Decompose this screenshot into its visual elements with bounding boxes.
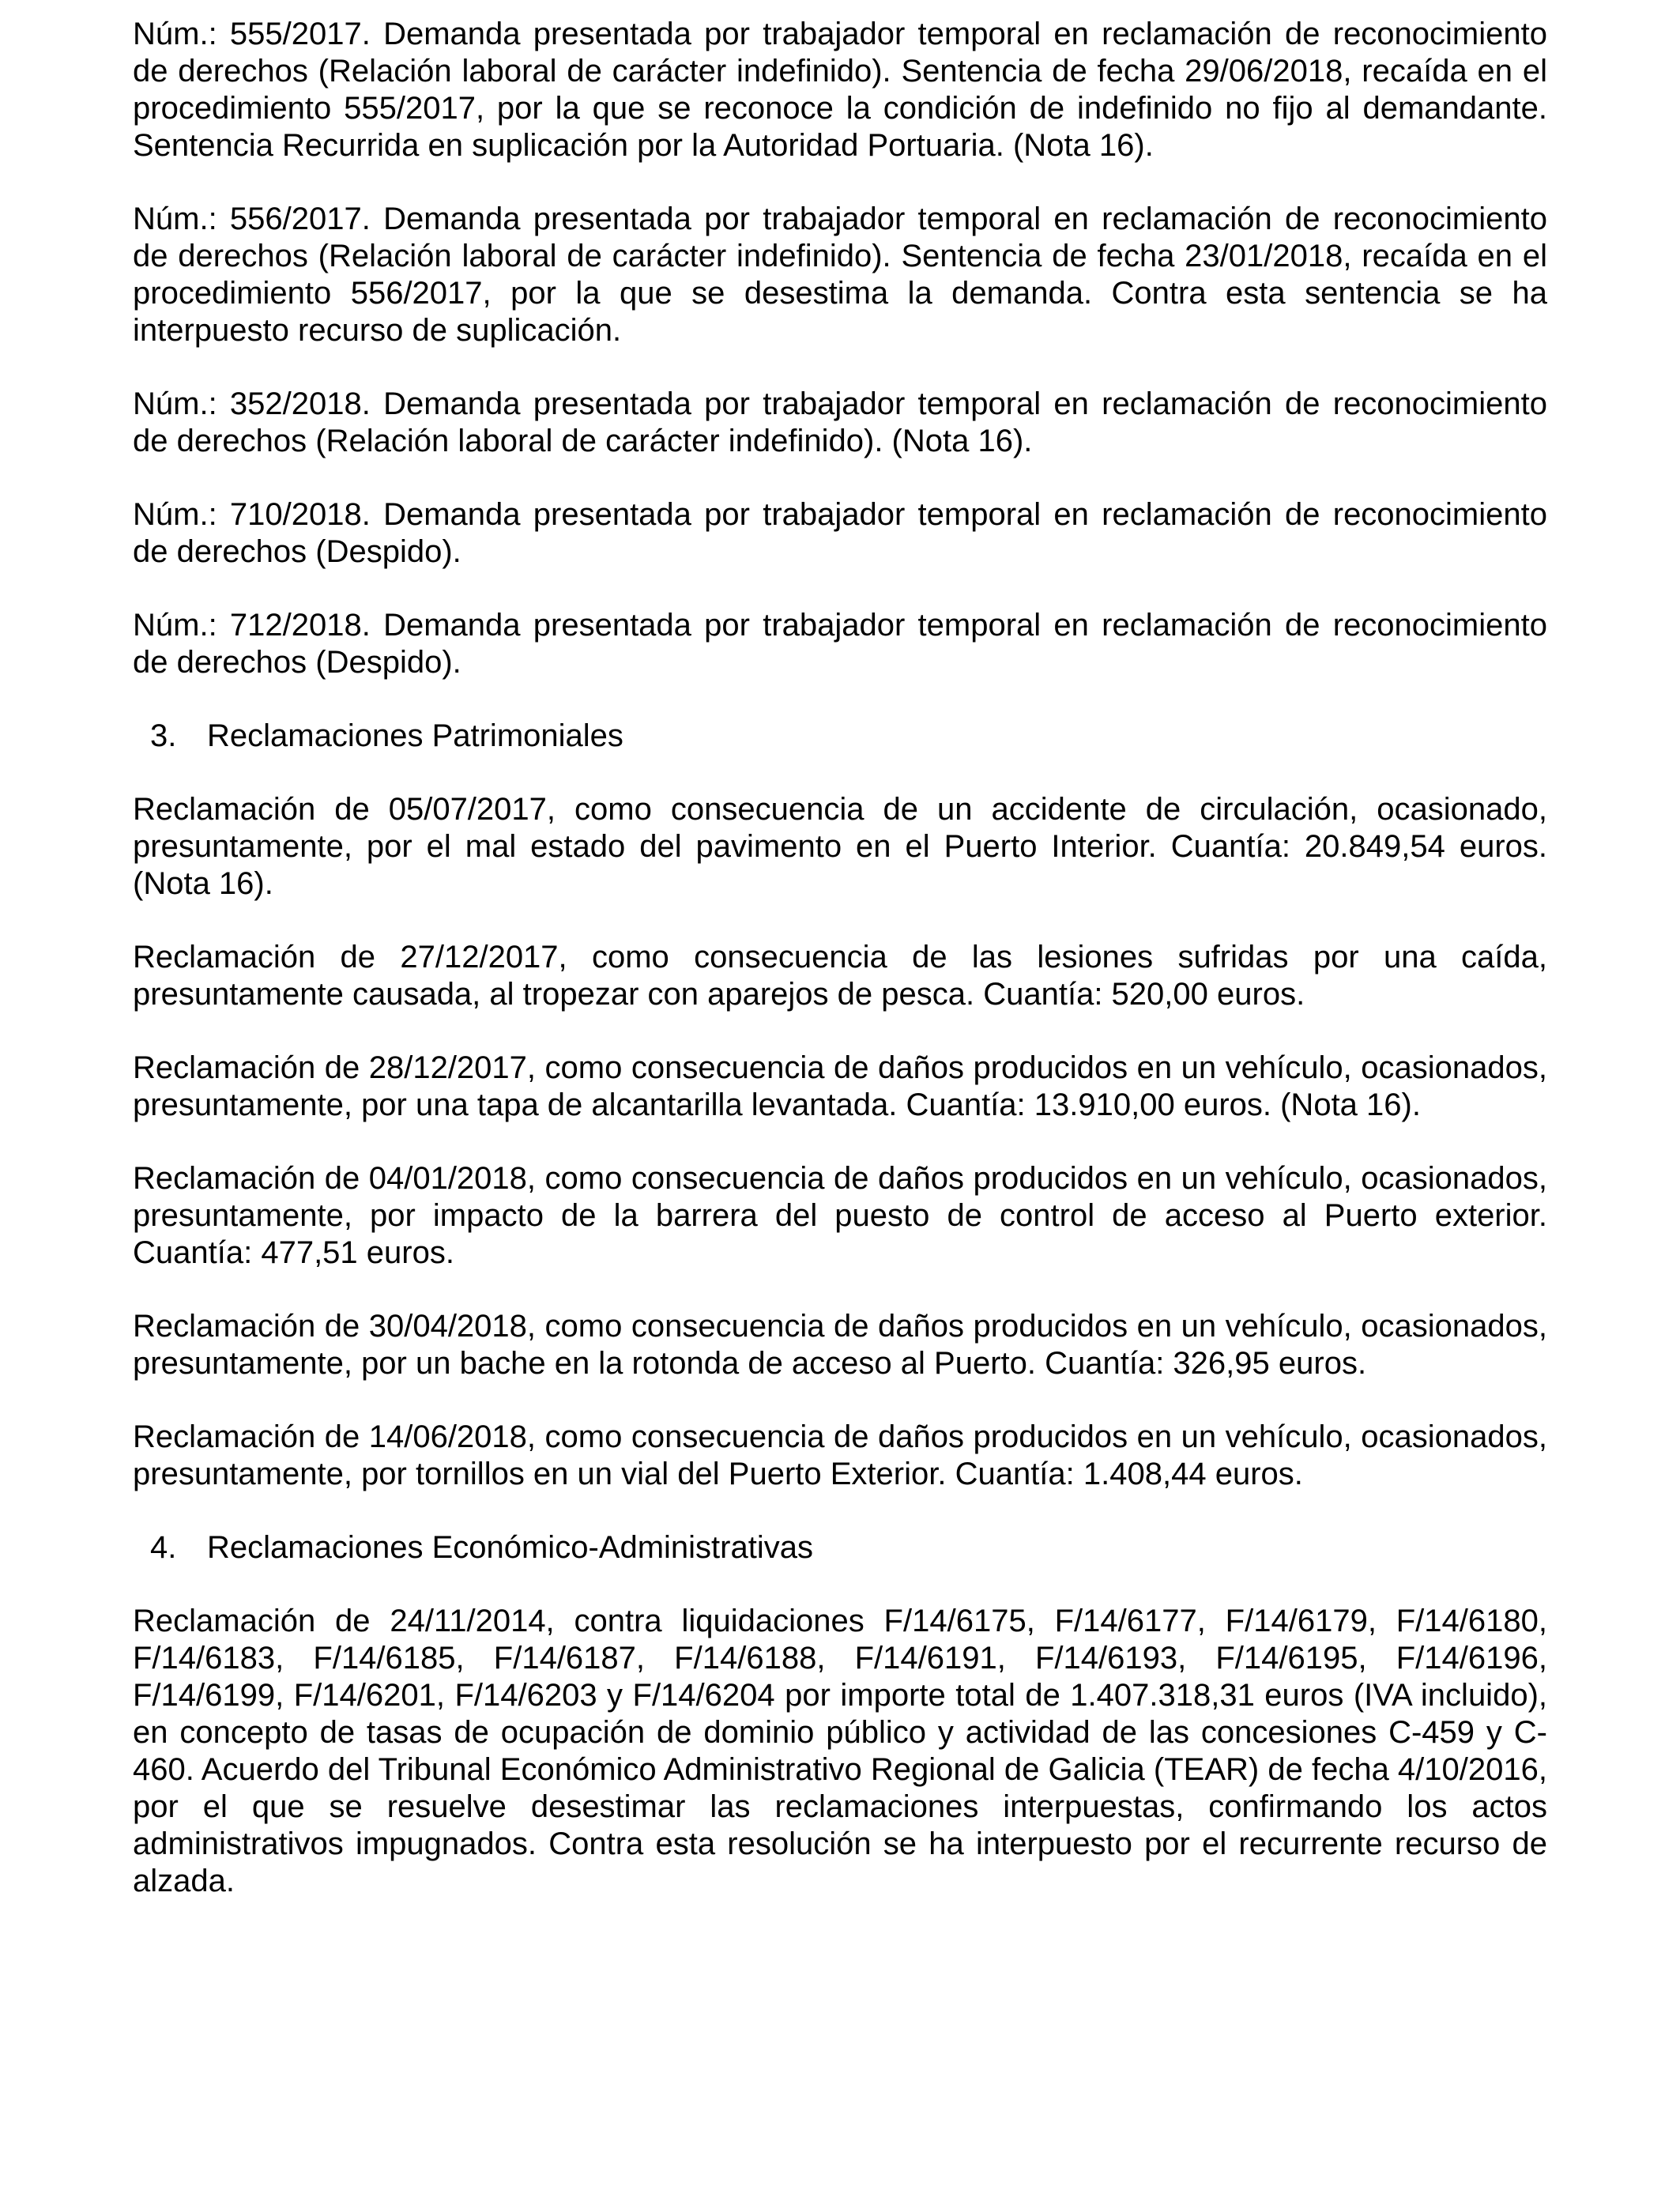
- labour-claim-710-2018: Núm.: 710/2018. Demanda presentada por trabajador temporal en reclamación de reconocimiento de derechos (Despido).: [133, 497, 1547, 569]
- labour-claim-712-2018: Núm.: 712/2018. Demanda presentada por trabajador temporal en reclamación de reconocimiento de derechos (Despido).: [133, 608, 1547, 680]
- section-title: Reclamaciones Económico-Administrativas: [207, 1530, 813, 1565]
- labour-claim-352-2018: Núm.: 352/2018. Demanda presentada por trabajador temporal en reclamación de reconocimiento de derechos (Relación laboral de carácter indefinido). (Nota 16).: [133, 386, 1547, 458]
- document-body: [133, 16, 1547, 1936]
- section-number: 3.: [150, 718, 177, 753]
- patrimonial-claim-14-06-2018: Reclamación de 14/06/2018, como consecuencia de daños producidos en un vehículo, ocasionados, presuntamente, por tornillos en un vial del Puerto Exterior. Cuantía: 1.408,44 euros.: [133, 1419, 1547, 1491]
- patrimonial-claim-30-04-2018: Reclamación de 30/04/2018, como consecuencia de daños producidos en un vehículo, ocasionados, presuntamente, por un bache en la rotonda de acceso al Puerto. Cuantía: 326,95 euros.: [133, 1309, 1547, 1381]
- patrimonial-claim-27-12-2017: Reclamación de 27/12/2017, como consecuencia de las lesiones sufridas por una caída, presuntamente causada, al tropezar con aparejos de pesca. Cuantía: 520,00 euros.: [133, 940, 1547, 1012]
- patrimonial-claim-04-01-2018: Reclamación de 04/01/2018, como consecuencia de daños producidos en un vehículo, ocasionados, presuntamente, por impacto de la barrera del puesto de control de acceso al Puerto exterior. Cuantía: 477,51 euros.: [133, 1161, 1547, 1270]
- labour-claim-556-2017: Núm.: 556/2017. Demanda presentada por trabajador temporal en reclamación de reconocimiento de derechos (Relación laboral de carácter indefinido). Sentencia de fecha 23/01/2018, recaída en el procedimiento 556/2017, por la que se desestima la demanda. Contra esta sentencia se ha interpuesto recurso de suplicación.: [133, 202, 1547, 348]
- section-heading-economico-administrativas: [133, 1529, 1547, 1566]
- labour-claim-555-2017: Núm.: 555/2017. Demanda presentada por trabajador temporal en reclamación de reconocimiento de derechos (Relación laboral de carácter indefinido). Sentencia de fecha 29/06/2018, recaída en el procedimiento 555/2017, por la que se reconoce la condición de indefinido no fijo al demandante. Sentencia Recurrida en suplicación por la Autoridad Portuaria. (Nota 16).: [133, 17, 1547, 163]
- economic-admin-claim-24-11-2014: Reclamación de 24/11/2014, contra liquidaciones F/14/6175, F/14/6177, F/14/6179, F/14/6180, F/14/6183, F/14/6185, F/14/6187, F/14/6188, F/14/6191, F/14/6193, F/14/6195, F/14/6196, F/14/6199, F/14/6201, F/14/6203 y F/14/6204 por importe total de 1.407.318,31 euros (IVA incluido), en concepto de tasas de ocupación de dominio público y actividad de las concesiones C-459 y C-460. Acuerdo del Tribunal Económico Administrativo Regional de Galicia (TEAR) de fecha 4/10/2016, por el que se resuelve desestimar las reclamaciones interpuestas, confirmando los actos administrativos impugnados. Contra esta resolución se ha interpuesto por el recurrente recurso de alzada.: [133, 1604, 1547, 1898]
- section-heading-patrimoniales: [133, 718, 1547, 755]
- section-number: 4.: [150, 1530, 177, 1565]
- patrimonial-claim-05-07-2017: Reclamación de 05/07/2017, como consecuencia de un accidente de circulación, ocasionado, presuntamente, por el mal estado del pavimento en el Puerto Interior. Cuantía: 20.849,54 euros. (Nota 16).: [133, 792, 1547, 901]
- patrimonial-claim-28-12-2017: Reclamación de 28/12/2017, como consecuencia de daños producidos en un vehículo, ocasionados, presuntamente, por una tapa de alcantarilla levantada. Cuantía: 13.910,00 euros. (Nota 16).: [133, 1050, 1547, 1122]
- section-title: Reclamaciones Patrimoniales: [207, 718, 623, 753]
